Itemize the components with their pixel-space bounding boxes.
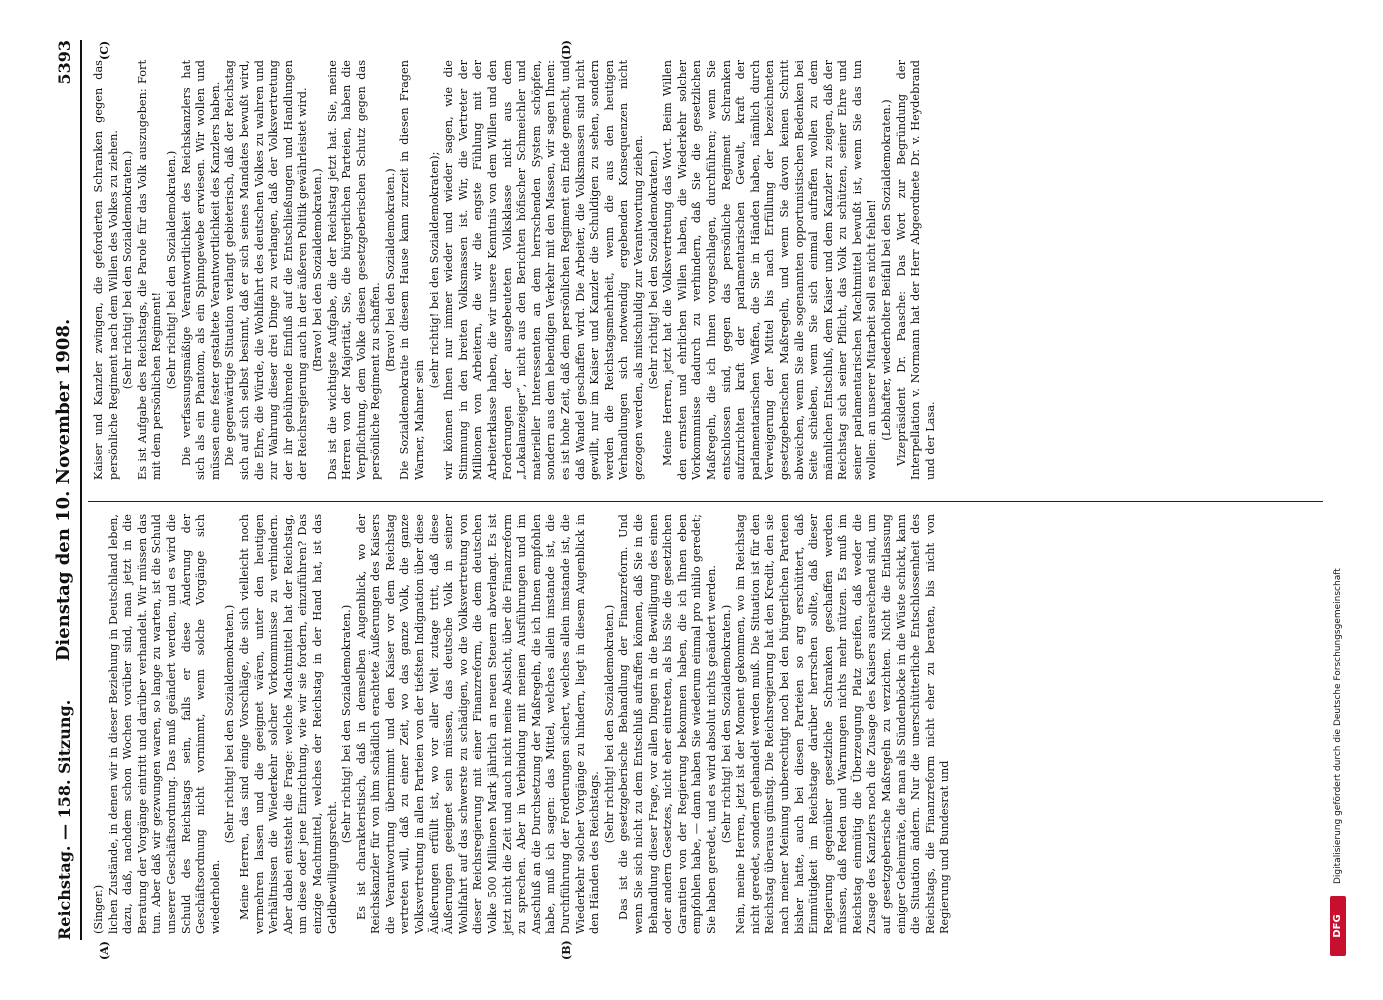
paragraph: Das ist die wichtigste Aufgabe, die der Reichstag jetzt hat. Sie, meine Herren von der Majorität, Sie, die bürgerlichen Parteien, haben die Verpflichtung, dem Volke diesen gesetzgeberischen Schutz gegen das persönliche Regiment zu schaffen. bbox=[325, 60, 383, 480]
paragraph: Die Sozialdemokratie in diesem Hause kann zurzeit in diesen Fragen Warner, Mahner sein bbox=[398, 60, 427, 480]
paragraph: Die verfassungsmäßige Verantwortlichkeit des Reichskanzlers hat sich als ein Phantom, als ein Spinngewebe erwiesen. Wir wollen und müssen eine fester gestaltete Verantwortlichkeit des Kanzlers haben. bbox=[179, 60, 222, 480]
margin-marker-a: (A) bbox=[98, 941, 111, 960]
header-left: Reichstag. — 158. Sitzung. bbox=[55, 699, 74, 940]
page-header bbox=[42, 40, 82, 940]
paragraph: Es ist charakteristisch, daß in demselben Augenblick, wo der Reichskanzler für von ihm schädlich erachtete Äußerungen des Kaisers die Verantwortung übernimmt und den Kaiser vor dem Reichstag vertreten will, daß zu einer Zeit, wo das ganze Volk, die ganze Volksvertretung in allen Parteien von der tiefsten Indignation über diese Äußerungen erfüllt ist, wo vor aller Welt zutage tritt, daß diese Äußerungen geeignet sein müssen, das deutsche Volk in seiner Wohlfahrt auf das schwerste zu schädigen, wo die Volksvertretung von dieser Reichsregierung mit einer Finanzreform, die dem deutschen Volke 500 Millionen Mark jährlich an neuen Steuern abverlangt. Es ist jetzt nicht die Zeit und auch nicht meine Absicht, über die Finanzreform zu sprechen. Aber in Verbindung mit meinen Ausführungen und im Anschluß an die Durchsetzung der Maßregeln, die ich Ihnen empfohlen habe, muß ich sagen: das Mittel, welches allein imstande ist, die Durchführung der Forderungen sichert, welches allein imstande ist, die Wiederkehr solcher Vorgänge zu hindern, liegt in diesem Augenblick in den Händen des Reichstags. bbox=[354, 514, 602, 934]
digitization-note: Digitalisierung gefördert durch die Deutsche Forschungsgemeinschaft bbox=[1333, 568, 1343, 884]
paragraph: (Sehr richtig! bei den Sozialdemokraten.) bbox=[646, 150, 660, 390]
paragraph: Nein, meine Herren, jetzt ist der Moment gekommen, wo im Reichstag nicht geredet, sondern gehandelt werden muß. Die Situation ist für den Reichstag überaus günstig. Die Reichsregierung hat den Kredit, den sie nach meiner Meinung unberechtigt noch bei den bürgerlichen Parteien bisher hatte, auch bei diesen Parteien so arg erschüttert, daß Einmütigkeit im Reichstage darüber herrschen sollte, daß dieser Regierung gegenüber gesetzliche Schranken geschaffen werden müssen, daß Reden und Warnungen nichts mehr nützen. Es muß im Reichstag einmütig die Überzeugung Platz greifen, daß weder die Zusage des Kanzlers noch die Zusage des Kaisers ausreichend sind, um auf gesetzgeberische Maßregeln zu verzichten. Nicht die Entlassung einiger Geheimräte, die man als Sündenböcke in die Wüste schickt, kann die Situation ändern. Nur die unerschütterliche Entschlossenheit des Reichstags, die Finanzreform nicht eher zu beraten, bis nicht von Regierung und Bundesrat und bbox=[734, 514, 952, 934]
left-column bbox=[92, 514, 953, 934]
paragraph: (Bravo! bei den Sozialdemokraten.) bbox=[310, 168, 324, 372]
margin-marker-c: (C) bbox=[98, 40, 111, 60]
column-divider bbox=[88, 501, 1323, 502]
paragraph: (sehr richtig! bei den Sozialdemokraten); bbox=[427, 151, 441, 389]
paragraph: (Singer.) bbox=[92, 884, 105, 934]
paragraph: Das ist die gesetzgeberische Behandlung der Finanzreform. Und wenn Sie sich nicht zu dem Entschluß aufraffen können, daß Sie in die Behandlung dieser Frage, vor allen Dingen in die Bewilligung des einen oder andern Gesetzes, nicht eher eintreten, als bis Sie die gesetzlichen Garantien von der Regierung bekommen haben, die ich Ihnen eben empfohlen habe, — dann haben Sie wiederum einmal pro nihilo geredet; Sie haben geredet, und es wird absolut nichts geändert werden. bbox=[617, 514, 718, 934]
paragraph: (Lebhafter, wiederholter Beifall bei den Sozialdemokraten.) bbox=[880, 99, 894, 441]
right-column bbox=[92, 60, 938, 480]
paragraph: wir können Ihnen nur immer wieder und wieder sagen, wie die Stimmung in den breiten Volksmassen ist. Wir, die Vertreter der Millionen von Arbeitern, die wir die engste Fühlung mit der Arbeiterklasse haben, die wir unsere Kenntnis von dem Willen und den Forderungen der ausgebeuteten Volksklasse nicht aus dem „Lokalanzeiger“, nicht aus den Berichten höfischer Schmeichler und materieller Interessenten an dem herrschenden System schöpfen, sondern aus dem lebendigen Verkehr mit den Massen, wir sagen Ihnen: es ist hohe Zeit, daß dem persönlichen Regiment ein Ende gemacht, und daß Wandel geschaffen wird. Die Arbeiter, die Volksmassen sind nicht gewillt, nur im Kaiser und Kanzler die Schuldigen zu sehen, sondern werden die Reichstagsmehrheit, wenn die aus den heutigen Verhandlungen sich notwendig ergebenden Konsequenzen nicht gezogen werden, als mitschuldig zur Verantwortung ziehen. bbox=[442, 60, 645, 480]
paragraph: (Sehr richtig! bei den Sozialdemokraten.) bbox=[602, 604, 616, 844]
paragraph: Meine Herren, jetzt hat die Volksvertretung das Wort. Beim Willen den ernsten und ehrlichen Willen haben, die Wiederkehr solcher Vorkommnisse dadurch zu verhindern, daß Sie die gesetzlichen Maßregeln, die ich Ihnen vorgeschlagen, durchführen; wenn Sie entschlossen sind, gegen das persönliche Regiment Schranken aufzurichten kraft der parlamentarischen Gewalt, kraft der parlamentarischen Waffen, die Sie in Händen haben, nämlich durch Verweigerung der Mittel bis nach Erfüllung der bezeichneten gesetzgeberischen Maßregeln, und wenn Sie davon keinen Schritt abweichen, wenn Sie alle sogenannten opportunistischen Bedenken bei Seite schieben, wenn Sie sich einmal aufraffen wollen zu dem männlichen Entschluß, dem Kaiser und dem Kanzler zu zeigen, daß der Reichstag sich seiner Pflicht, das Volk zu schützen, seiner Ehre und seiner parlamentarischen Machtmittel bewußt ist, wenn Sie das tun wollen: an unserer Mitarbeit soll es nicht fehlen! bbox=[661, 60, 879, 480]
paragraph: (Sehr richtig! bei den Sozialdemokraten.) bbox=[719, 604, 733, 844]
paragraph: Die gegenwärtige Situation verlangt gebieterisch, daß der Reichstag sich auf sich selbst besinnt, daß er sich seines Mandates bewußt wird, die Ehre, die Würde, die Wohlfahrt des deutschen Volkes zu wahren und zur Wahrung dieser drei Dinge zu verlangen, daß der Volksvertretung der ihr gebührende Einfluß auf die Entschließungen und Handlungen der Reichsregierung auch in der äußeren Politik gewährleistet wird. bbox=[223, 60, 310, 480]
paragraph: (Sehr richtig! bei den Sozialdemokraten.) bbox=[223, 604, 237, 844]
paragraph: lichen Zustände, in denen wir in dieser Beziehung in Deutschland leben, dazu, daß, nachdem schon Wochen vorüber sind, man jetzt in die Beratung der Vorgänge eintritt und darüber verhandelt. Wir müssen das tun. Aber daß wir gezwungen waren, so lange zu warten, ist die Schuld unserer Geschäftsordnung. Das muß geändert werden, und es wird die Schuld des Reichstags sein, falls er diese Änderung der Geschäftsordnung nicht vornimmt, wenn solche Vorgänge sich wiederholen. bbox=[106, 514, 222, 934]
paragraph: Kaiser und Kanzler zwingen, die geforderten Schranken gegen das persönliche Regiment nach dem Willen des Volkes zu ziehen. bbox=[92, 60, 120, 480]
margin-marker-b: (B) bbox=[560, 940, 573, 960]
paragraph: (Bravo! bei den Sozialdemokraten.) bbox=[383, 168, 397, 372]
paragraph: (Sehr richtig! bei den Sozialdemokraten.) bbox=[340, 604, 354, 844]
paragraph: (Sehr richtig! bei den Sozialdemokraten.) bbox=[121, 150, 135, 390]
paragraph: Vizepräsident Dr. Paasche: Das Wort zur Begründung der Interpellation v. Normann hat der Herr Abgeordnete Dr. v. Heydebrand und der Lasa. bbox=[894, 60, 937, 480]
header-date: Dienstag den 10. November 1908. bbox=[53, 318, 74, 662]
dfg-logo: DFG bbox=[1330, 896, 1346, 956]
page-number: 5393 bbox=[55, 40, 74, 85]
margin-marker-d: (D) bbox=[560, 40, 573, 60]
paragraph: Meine Herren, das sind einige Vorschläge, die sich vielleicht noch vermehren lassen und die geeignet wären, unter den heutigen Verhältnissen die Wiederkehr solcher Vorkommnisse zu verhindern. Aber dabei entsteht die Frage: welche Machtmittel hat der Reichstag, um diese oder jene Einrichtung, wie wir sie fordern, einzuführen? Das einzige Machtmittel, welches der Reichstag in der Hand hat, ist das Geldbewilligungsrecht. bbox=[237, 514, 339, 934]
paragraph: (Sehr richtig! bei den Sozialdemokraten.) bbox=[164, 150, 178, 390]
paragraph: Es ist Aufgabe des Reichstags, die Parole für das Volk auszugeben: Fort mit dem persönlichen Regiment! bbox=[135, 60, 164, 480]
